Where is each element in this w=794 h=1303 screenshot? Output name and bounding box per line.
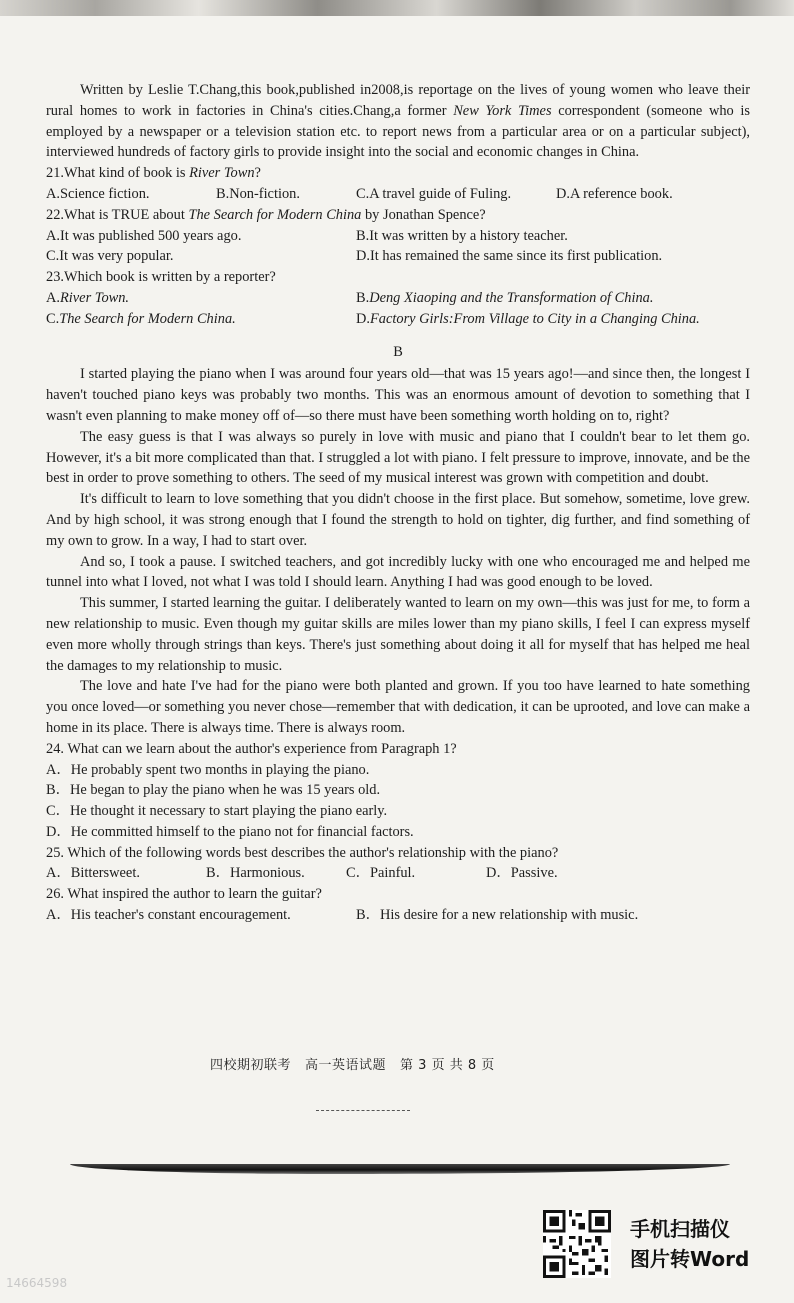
watermark-line-2: 图片转Word [630, 1247, 750, 1271]
passage-b-paragraph: I started playing the piano when I was around four years old—that was 15 years ago!—and since then, the longest I haven't touched piano keys was probably two months. This was an enormous amount of devotion to something that I wasn't even planning to make money off of—so there must have been something worth holding on to, right? [46, 366, 750, 424]
option-a[interactable]: A．Bittersweet. [46, 865, 140, 882]
options-row [46, 863, 750, 884]
passage-a-last-paragraph [46, 80, 750, 163]
option-c[interactable]: C.The Search for Modern China. [46, 310, 236, 327]
question-stem: 23.Which book is written by a reporter? [46, 269, 276, 286]
passage-emphasis: New York Times [453, 102, 552, 119]
option-c[interactable]: C.A travel guide of Fuling. [356, 185, 512, 202]
option-c[interactable]: C.It was very popular. [46, 248, 174, 265]
option-a[interactable]: A．His teacher's constant encouragement. [46, 907, 291, 924]
question-stem: 21.What kind of book is River Town? [46, 165, 261, 182]
options-row [46, 309, 750, 330]
options-row [46, 246, 750, 267]
passage-text: correspondent (someone who is employed by a newspaper or a television station etc. to report news from a particular area or on a particular subject), interviewed hundreds of factory girls to provide insight into the social and economic changes in China. [46, 102, 750, 161]
options-row [46, 226, 750, 247]
question-26 [46, 884, 750, 926]
option-c[interactable]: C．Painful. [346, 865, 416, 882]
options-row [46, 905, 750, 926]
option-a[interactable]: A.River Town. [46, 289, 130, 306]
option-d[interactable]: D．Passive. [486, 865, 558, 882]
passage-b-paragraph: And so, I took a pause. I switched teachers, and got incredibly lucky with one who encouraged me and helped me tunnel into what I loved, not what I was told I should learn. Anything I had was good enough to be loved. [46, 553, 750, 591]
options-row [46, 288, 750, 309]
passage-b-paragraph: This summer, I started learning the guitar. I deliberately wanted to learn on my own—this was just for me, to form a new relationship to music. Even though my guitar skills are miles lower than my piano skills, I feel I can express myself even more wholly through strings than keys. There's just something about doing it all for myself that has helped me heal the damages to my relationship to music. [46, 595, 750, 674]
option-c[interactable]: C．He thought it necessary to start playing the piano early. [46, 803, 388, 820]
option-a[interactable]: A．He probably spent two months in playing the piano. [46, 761, 370, 778]
question-stem: 26. What inspired the author to learn the guitar? [46, 886, 322, 903]
question-stem: 25. Which of the following words best describes the author's relationship with the piano? [46, 844, 559, 861]
option-b[interactable]: B．His desire for a new relationship with music. [356, 907, 639, 924]
option-b[interactable]: B．He began to play the piano when he was 15 years old. [46, 782, 381, 799]
scan-top-edge [0, 0, 794, 16]
passage-b-paragraph: The easy guess is that I was always so purely in love with music and piano that I couldn't bear to let them go. However, it's a bit more complicated than that. I struggled a lot with piano. I felt pressure to improve, innovate, and be the best in order to prove something to others. The seed of my musical interest was grown with competition and doubt. [46, 428, 750, 487]
exam-page [46, 80, 750, 926]
footer-exam-name: 四校期初联考 [210, 1058, 292, 1073]
scanner-watermark [630, 1214, 749, 1274]
qr-code-icon[interactable] [543, 1210, 611, 1278]
page-footer [210, 1054, 495, 1073]
option-d[interactable]: D.Factory Girls:From Village to City in a Changing China. [356, 310, 700, 327]
options-row [46, 184, 750, 205]
question-22 [46, 205, 750, 267]
question-21 [46, 163, 750, 205]
scan-bottom-shadow [70, 1164, 730, 1174]
question-25 [46, 843, 750, 885]
option-a[interactable]: A.It was published 500 years ago. [46, 227, 242, 244]
option-b[interactable]: B．Harmonious. [206, 865, 305, 882]
question-stem: 22.What is TRUE about The Search for Modern China by Jonathan Spence? [46, 206, 486, 223]
option-b[interactable]: B.Non-fiction. [216, 185, 300, 202]
footer-subject: 高一英语试题 [305, 1058, 387, 1073]
passage-b-paragraph: The love and hate I've had for the piano were both planted and grown. If you too have learned to hate something you once loved—or something you never chose—remember that with dedication, it can be uprooted, and love can make a home in its place. There is always time. There is always room. [46, 678, 750, 736]
option-d[interactable]: D.A reference book. [556, 185, 673, 202]
passage-text: Written by Leslie T.Chang,this book,published in2008,is reportage on the lives of young women who leave their rural homes to work in factories in China's cities.Chang,a former [46, 82, 750, 119]
footer-page-number: 第 3 页 共 8 页 [400, 1058, 495, 1073]
passage-b [46, 364, 750, 738]
dashed-divider [316, 1110, 410, 1112]
option-b[interactable]: B.It was written by a history teacher. [356, 227, 568, 244]
question-24 [46, 739, 750, 843]
question-23 [46, 267, 750, 329]
option-d[interactable]: D．He committed himself to the piano not for financial factors. [46, 823, 414, 840]
section-label-b: B [393, 343, 403, 360]
option-b[interactable]: B.Deng Xiaoping and the Transformation of China. [356, 289, 654, 306]
watermark-line-1: 手机扫描仪 [630, 1217, 730, 1241]
option-d[interactable]: D.It has remained the same since its first publication. [356, 248, 663, 265]
image-id-label: 14664598 [6, 1276, 68, 1290]
question-stem: 24. What can we learn about the author's experience from Paragraph 1? [46, 740, 457, 757]
option-a[interactable]: A.Science fiction. [46, 185, 150, 202]
passage-b-paragraph: It's difficult to learn to love something that you didn't choose in the first place. But somehow, sometime, love grew. And by high school, it was strong enough that I found the strength to hold on tighter, dig further, and find something of my own to grow. In a way, I had to start over. [46, 491, 750, 549]
